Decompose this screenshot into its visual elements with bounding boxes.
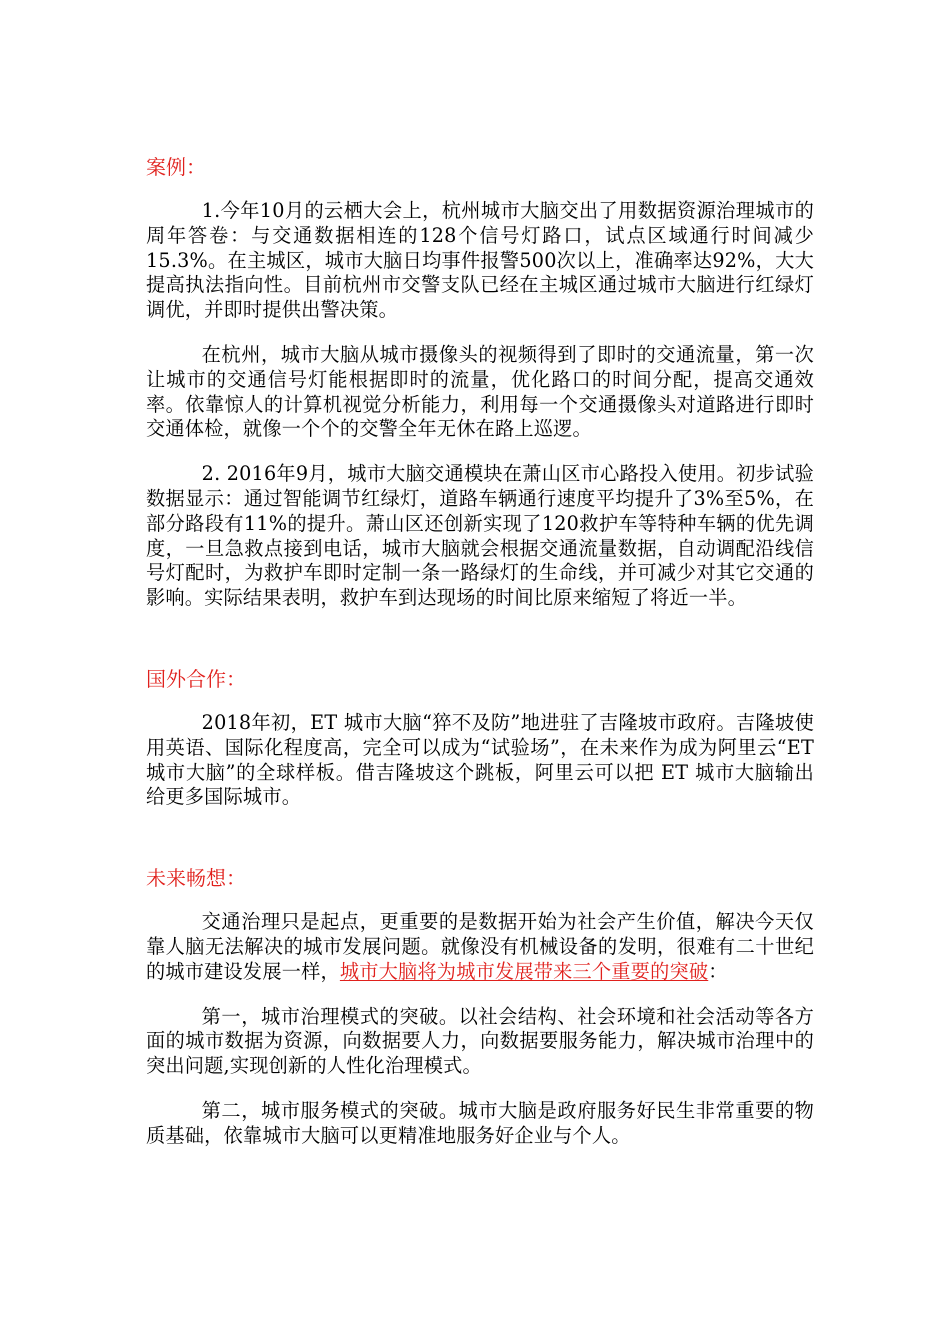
case-paragraph-3: 2. 2016年9月，城市大脑交通模块在萧山区市心路投入使用。初步试验数据显示：通过智能调节红绿灯，道路车辆通行速度平均提升了3%至5%，在部分路段有11%的提升。萧山区还创新实现了120救护车等特种车辆的优先调度，一旦急救点接到电话，城市大脑就会根据交通流量数据，自动调配沿线信号灯配时，为救护车即时定制一条一路绿灯的生命线，并可减少对其它交通的影响。实际结果表明，救护车到达现场的时间比原来缩短了将近一半。 xyxy=(146,462,814,610)
international-paragraph: 2018年初，ET 城市大脑“猝不及防”地进驻了吉隆坡市政府。吉隆坡使用英语、国际化程度高，完全可以成为“试验场”，在未来作为成为阿里云“ET 城市大脑”的全球样板。借吉隆坡这个跳板，阿里云可以把 ET 城市大脑输出给更多国际城市。 xyxy=(146,710,814,809)
future-paragraph-2: 第二，城市服务模式的突破。城市大脑是政府服务好民生非常重要的物质基础，依靠城市大脑可以更精准地服务好企业与个人。 xyxy=(146,1098,814,1147)
international-heading: 国外合作： xyxy=(146,666,246,691)
future-intro-paragraph xyxy=(146,910,814,984)
case-paragraph-2: 在杭州，城市大脑从城市摄像头的视频得到了即时的交通流量，第一次让城市的交通信号灯能根据即时的流量，优化路口的时间分配，提高交通效率。依靠惊人的计算机视觉分析能力，利用每一个交通摄像头对道路进行即时交通体检，就像一个个的交警全年无休在路上巡逻。 xyxy=(146,342,814,441)
future-intro-text: 交通治理只是起点，更重要的是数据开始为社会产生价值，解决今天仅靠人脑无法解决的城市发展问题。就像没有机械设备的发明，很难有二十世纪的城市建设发展一样， xyxy=(146,910,814,983)
breakthrough-link[interactable]: 城市大脑将为城市发展带来三个重要的突破 xyxy=(339,959,709,983)
cases-heading: 案例： xyxy=(146,155,206,179)
document-page xyxy=(146,155,814,1149)
case-paragraph-1: 1.今年10月的云栖大会上，杭州城市大脑交出了用数据资源治理城市的周年答卷：与交通数据相连的128个信号灯路口，试点区域通行时间减少15.3%。在主城区，城市大脑日均事件报警500次以上，准确率达92%，大大提高执法指向性。目前杭州市交警支队已经在主城区通过城市大脑进行红绿灯调优，并即时提供出警决策。 xyxy=(146,199,814,322)
future-heading: 未来畅想： xyxy=(146,866,246,891)
future-paragraph-1: 第一，城市治理模式的突破。以社会结构、社会环境和社会活动等各方面的城市数据为资源，向数据要人力，向数据要服务能力，解决城市治理中的突出问题,实现创新的人性化治理模式。 xyxy=(146,1004,814,1078)
future-intro-end: ： xyxy=(708,959,728,983)
